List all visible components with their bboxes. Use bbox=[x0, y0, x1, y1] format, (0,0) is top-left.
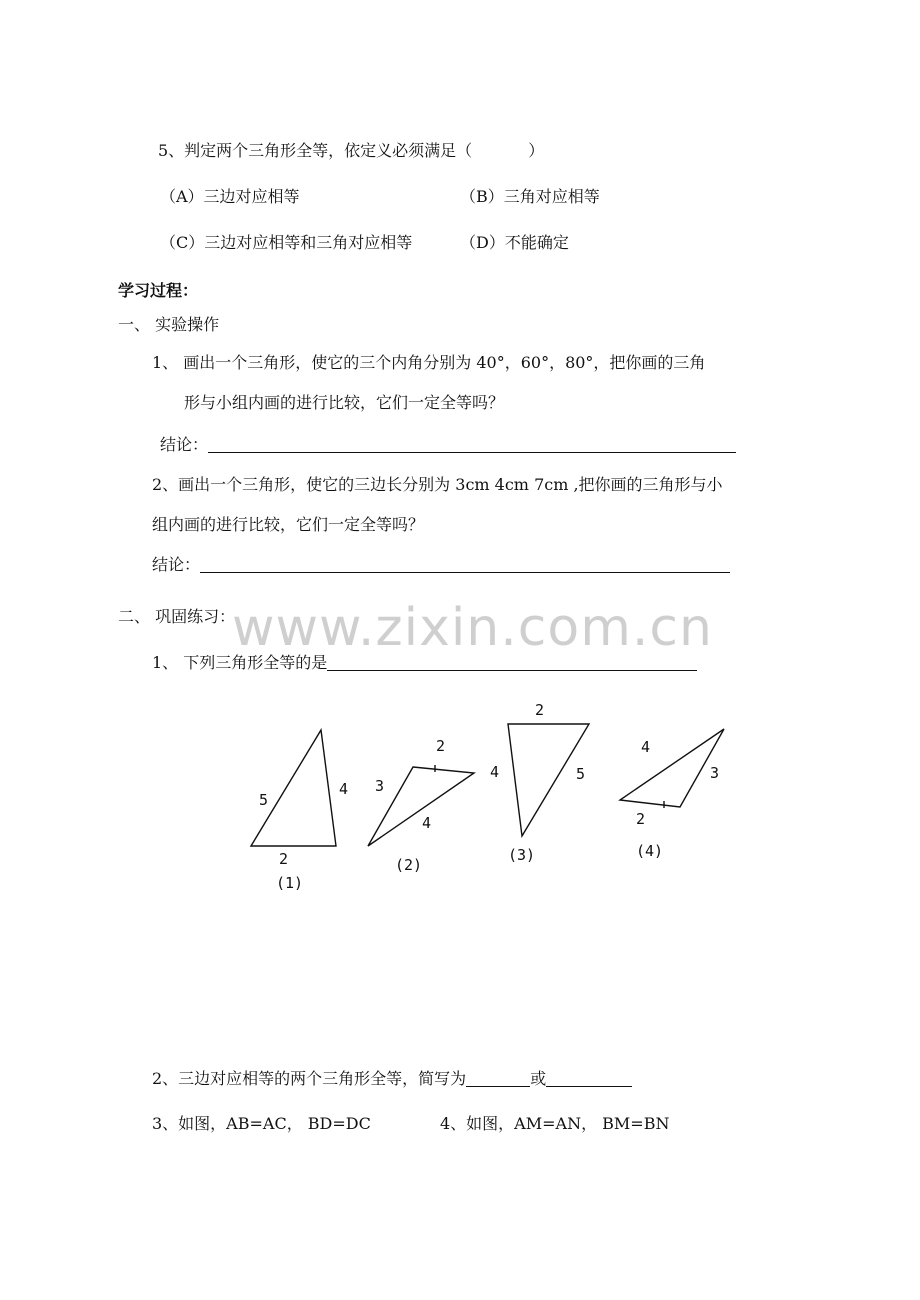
t2-side-top: 2 bbox=[436, 737, 446, 755]
triangle-1 bbox=[251, 730, 336, 846]
q5-line bbox=[158, 140, 544, 162]
t3-caption: (3) bbox=[508, 846, 536, 864]
process-title: 学习过程： bbox=[118, 281, 199, 300]
watermark: www.zixin.com.cn bbox=[232, 598, 713, 658]
q5-stem: 5、判定两个三角形全等，依定义必须满足（ bbox=[158, 141, 473, 160]
t1-side-left: 5 bbox=[259, 791, 269, 809]
t2-side-left: 3 bbox=[375, 777, 385, 795]
section2-item1 bbox=[152, 652, 697, 674]
q5-option-d: （D）不能确定 bbox=[460, 233, 569, 252]
t4-side-right: 3 bbox=[710, 764, 720, 782]
q5-option-a: （A）三边对应相等 bbox=[160, 187, 300, 206]
section2-item2-blank-2[interactable] bbox=[546, 1070, 632, 1087]
t3-side-top: 2 bbox=[535, 701, 545, 719]
t2-caption: (2) bbox=[395, 856, 423, 874]
t4-side-bottom: 2 bbox=[636, 810, 646, 828]
t3-side-left: 4 bbox=[490, 763, 500, 781]
t1-caption: (1) bbox=[276, 874, 304, 892]
section2-item2-text: 2、三边对应相等的两个三角形全等，简写为 bbox=[152, 1069, 467, 1088]
t1-side-bottom: 2 bbox=[279, 850, 289, 868]
conclusion-1-blank[interactable] bbox=[208, 436, 736, 453]
t1-side-right: 4 bbox=[339, 780, 349, 798]
section2-item1-text: 1、 下列三角形全等的是 bbox=[152, 653, 328, 672]
t3-side-right: 5 bbox=[576, 765, 586, 783]
conclusion-2 bbox=[152, 554, 730, 576]
conclusion-2-label: 结论： bbox=[152, 555, 201, 574]
q5-option-c: （C）三边对应相等和三角对应相等 bbox=[160, 233, 413, 252]
t4-side-left: 4 bbox=[641, 738, 651, 756]
q5-close: ） bbox=[528, 141, 545, 160]
section1-item1-line1: 1、 画出一个三角形，使它的三个内角分别为 40°，60°，80°，把你画的三角 bbox=[152, 353, 706, 372]
t4-caption: (4) bbox=[636, 842, 664, 860]
section2-title: 二、 巩固练习： bbox=[118, 607, 236, 626]
section2-item3: 3、如图，AB=AC， BD=DC bbox=[152, 1114, 371, 1133]
section2-item1-blank[interactable] bbox=[327, 654, 697, 671]
conclusion-2-blank[interactable] bbox=[200, 556, 730, 573]
section2-item4: 4、如图，AM=AN， BM=BN bbox=[440, 1114, 670, 1133]
section2-item2-blank-1[interactable] bbox=[466, 1070, 530, 1087]
section1-title: 一、 实验操作 bbox=[118, 315, 220, 334]
section1-item1-line2: 形与小组内画的进行比较，它们一定全等吗？ bbox=[184, 393, 505, 412]
section1-item2-line2: 组内画的进行比较，它们一定全等吗？ bbox=[152, 515, 425, 534]
conclusion-1 bbox=[160, 434, 736, 456]
triangle-4 bbox=[620, 729, 724, 807]
q5-option-b: （B）三角对应相等 bbox=[460, 187, 600, 206]
section2-item2 bbox=[152, 1068, 632, 1090]
triangles-figure bbox=[0, 690, 920, 930]
t2-side-bottom: 4 bbox=[422, 814, 432, 832]
section1-item2-line1: 2、画出一个三角形，使它的三边长分别为 3cm 4cm 7cm ,把你画的三角形与小 bbox=[152, 475, 723, 494]
section2-item2-or: 或 bbox=[530, 1069, 547, 1088]
conclusion-1-label: 结论： bbox=[160, 435, 209, 454]
